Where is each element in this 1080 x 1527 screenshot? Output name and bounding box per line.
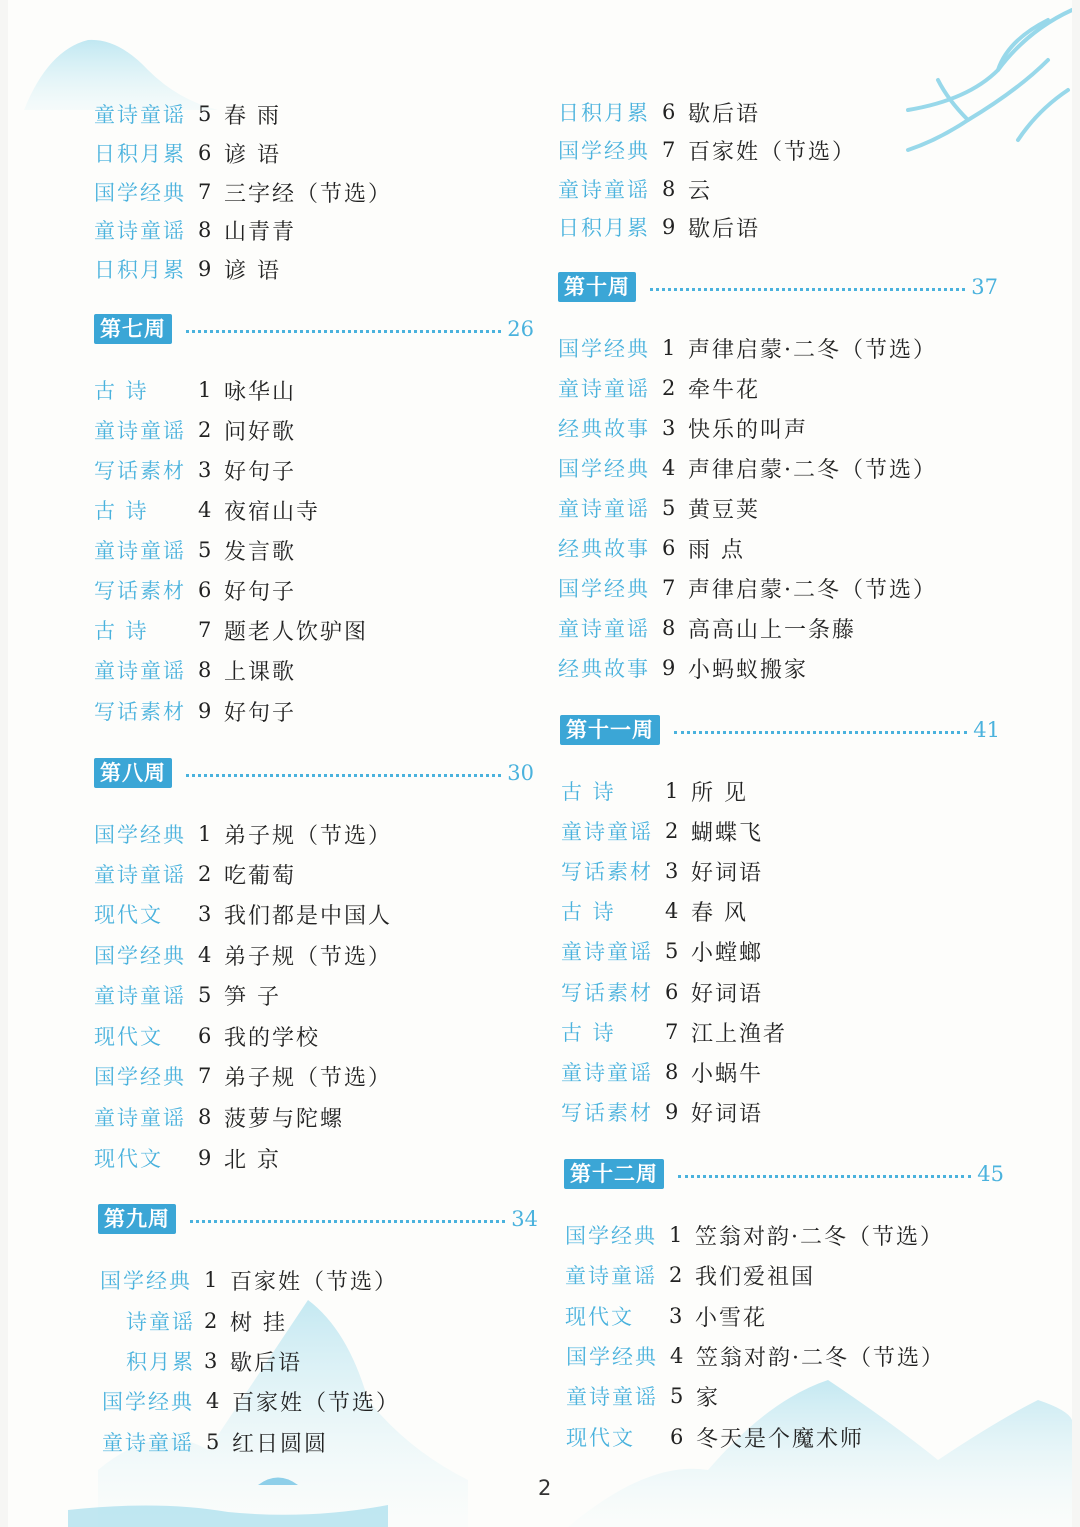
list-item[interactable] — [561, 894, 748, 928]
entry-title: 雨 点 — [688, 537, 745, 563]
entry-category: 国学经典 — [558, 337, 650, 361]
entry-number: 3 — [665, 859, 679, 883]
entry-number: 2 — [665, 819, 679, 843]
entry-category: 日积月累 — [558, 216, 650, 240]
list-item[interactable] — [558, 331, 937, 365]
entry-category: 国学经典 — [94, 1065, 186, 1089]
entry-category: 古 诗 — [561, 1021, 616, 1045]
list-item[interactable] — [561, 1095, 763, 1129]
entry-number: 7 — [198, 1064, 212, 1088]
list-item[interactable] — [94, 857, 296, 891]
list-item[interactable] — [566, 1339, 945, 1373]
entry-number: 8 — [198, 1105, 212, 1129]
entry-title: 快乐的叫声 — [688, 417, 809, 443]
entry-category: 童诗童谣 — [558, 178, 650, 202]
list-item[interactable] — [94, 213, 296, 247]
entry-title: 笠翁对韵·二冬（节选） — [695, 1224, 944, 1250]
entry-number: 8 — [198, 218, 212, 242]
entry-title: 上课歌 — [224, 659, 297, 685]
entry-number: 9 — [198, 257, 212, 281]
entry-category: 童诗童谣 — [94, 659, 186, 683]
entry-number: 6 — [665, 980, 679, 1004]
list-item[interactable] — [94, 373, 296, 407]
entry-title: 百家姓（节选） — [688, 139, 857, 165]
page — [8, 0, 1072, 1527]
list-item[interactable] — [561, 1055, 763, 1089]
list-item[interactable] — [558, 95, 760, 129]
entry-title: 谚 语 — [224, 258, 281, 284]
entry-title: 弟子规（节选） — [224, 1065, 393, 1091]
entry-category: 写话素材 — [94, 700, 186, 724]
list-item[interactable] — [561, 934, 763, 968]
entry-category: 童诗童谣 — [94, 419, 186, 443]
entry-category: 国学经典 — [558, 577, 650, 601]
entry-title: 好词语 — [691, 981, 764, 1007]
week-header[interactable] — [560, 713, 1000, 747]
list-item[interactable] — [94, 653, 296, 687]
entry-title: 春 风 — [691, 900, 748, 926]
entry-title: 歇后语 — [230, 1350, 303, 1376]
week-badge: 第七周 — [94, 314, 172, 344]
entry-title: 百家姓（节选） — [230, 1269, 399, 1295]
list-item[interactable] — [94, 694, 296, 728]
entry-category: 诗童谣 — [126, 1310, 195, 1334]
entry-number: 5 — [198, 538, 212, 562]
list-item[interactable] — [94, 938, 392, 972]
entry-title: 谚 语 — [224, 142, 281, 168]
entry-number: 5 — [665, 939, 679, 963]
entry-title: 三字经（节选） — [224, 181, 393, 207]
entry-number: 6 — [670, 1425, 684, 1449]
list-item[interactable] — [94, 533, 296, 567]
entry-title: 咏华山 — [224, 379, 297, 405]
entry-number: 6 — [198, 1024, 212, 1048]
week-badge: 第八周 — [94, 758, 172, 788]
entry-number: 1 — [669, 1223, 683, 1247]
entry-category: 古 诗 — [94, 619, 149, 643]
entry-title: 江上渔者 — [691, 1021, 788, 1047]
entry-category: 国学经典 — [566, 1345, 658, 1369]
list-item[interactable] — [94, 453, 296, 487]
entry-title: 好词语 — [691, 860, 764, 886]
list-item[interactable] — [94, 175, 392, 209]
entry-title: 好句子 — [224, 579, 297, 605]
entry-number: 7 — [662, 576, 676, 600]
dot-leader — [650, 288, 965, 291]
entry-category: 童诗童谣 — [94, 984, 186, 1008]
entry-category: 童诗童谣 — [94, 1106, 186, 1130]
week-page-number: 41 — [973, 718, 1000, 742]
entry-number: 5 — [206, 1430, 220, 1454]
entry-number: 7 — [662, 138, 676, 162]
list-item[interactable] — [558, 491, 760, 525]
entry-title: 菠萝与陀螺 — [224, 1106, 345, 1132]
entry-title: 树 挂 — [230, 1310, 287, 1336]
list-item[interactable] — [94, 897, 392, 931]
entry-category: 经典故事 — [558, 537, 650, 561]
week-badge: 第十一周 — [560, 715, 660, 745]
entry-category: 国学经典 — [94, 944, 186, 968]
list-item[interactable] — [558, 133, 856, 167]
entry-category: 国学经典 — [558, 457, 650, 481]
entry-category: 古 诗 — [561, 900, 616, 924]
entry-number: 2 — [662, 376, 676, 400]
entry-category: 童诗童谣 — [102, 1431, 194, 1455]
entry-category: 童诗童谣 — [558, 497, 650, 521]
entry-category: 国学经典 — [558, 139, 650, 163]
entry-number: 4 — [665, 899, 679, 923]
dot-leader — [186, 774, 501, 777]
list-item[interactable] — [565, 1218, 944, 1252]
week-page-number: 30 — [507, 761, 534, 785]
entry-category: 童诗童谣 — [566, 1385, 658, 1409]
entry-number: 9 — [662, 656, 676, 680]
entry-category: 国学经典 — [102, 1390, 194, 1414]
list-item[interactable] — [561, 975, 763, 1009]
entry-title: 声律启蒙·二冬（节选） — [688, 457, 937, 483]
entry-title: 吃葡萄 — [224, 863, 297, 889]
entry-number: 3 — [669, 1304, 683, 1328]
list-item[interactable] — [94, 136, 281, 170]
week-badge: 第九周 — [98, 1204, 176, 1234]
entry-title: 好句子 — [224, 700, 297, 726]
entry-category: 童诗童谣 — [94, 539, 186, 563]
entry-category: 现代文 — [94, 1147, 163, 1171]
list-item[interactable] — [94, 252, 281, 286]
list-item[interactable] — [94, 613, 368, 647]
entry-number: 9 — [198, 1146, 212, 1170]
entry-number: 8 — [662, 616, 676, 640]
entry-category: 国学经典 — [100, 1269, 192, 1293]
list-item[interactable] — [561, 854, 763, 888]
entry-title: 山青青 — [224, 219, 297, 245]
entry-title: 北 京 — [224, 1147, 281, 1173]
entry-title: 歇后语 — [688, 101, 761, 127]
entry-title: 红日圆圆 — [232, 1431, 329, 1457]
dot-leader — [186, 330, 501, 333]
week-header[interactable] — [94, 312, 534, 346]
entry-number: 5 — [662, 496, 676, 520]
list-item[interactable] — [561, 774, 748, 808]
entry-number: 4 — [206, 1389, 220, 1413]
entry-category: 国学经典 — [565, 1224, 657, 1248]
list-item[interactable] — [558, 411, 808, 445]
week-header[interactable] — [94, 756, 534, 790]
entry-category: 国学经典 — [94, 181, 186, 205]
entry-category: 积月累 — [126, 1350, 195, 1374]
entry-title: 家 — [696, 1385, 721, 1411]
entry-category: 日积月累 — [94, 142, 186, 166]
entry-title: 题老人饮驴图 — [224, 619, 369, 645]
entry-number: 4 — [198, 943, 212, 967]
week-page-number: 45 — [977, 1162, 1004, 1186]
entry-category: 童诗童谣 — [558, 617, 650, 641]
entry-title: 发言歌 — [224, 539, 297, 565]
list-item[interactable] — [94, 817, 392, 851]
entry-number: 7 — [665, 1020, 679, 1044]
week-page-number: 37 — [971, 275, 998, 299]
entry-category: 童诗童谣 — [565, 1264, 657, 1288]
entry-category: 现代文 — [94, 903, 163, 927]
entry-number: 1 — [665, 779, 679, 803]
entry-title: 小蚂蚁搬家 — [688, 657, 809, 683]
entry-category: 童诗童谣 — [94, 103, 186, 127]
entry-category: 古 诗 — [94, 499, 149, 523]
entry-category: 童诗童谣 — [561, 1061, 653, 1085]
entry-category: 国学经典 — [94, 823, 186, 847]
entry-title: 笠翁对韵·二冬（节选） — [696, 1345, 945, 1371]
entry-number: 5 — [198, 983, 212, 1007]
list-item[interactable] — [102, 1384, 400, 1418]
entry-number: 3 — [662, 416, 676, 440]
entry-category: 写话素材 — [94, 579, 186, 603]
list-item[interactable] — [558, 571, 937, 605]
list-item[interactable] — [100, 1344, 302, 1378]
entry-title: 歇后语 — [688, 216, 761, 242]
week-header[interactable] — [98, 1202, 538, 1236]
list-item[interactable] — [565, 1299, 767, 1333]
entry-number: 4 — [670, 1344, 684, 1368]
entry-number: 9 — [198, 699, 212, 723]
entry-category: 日积月累 — [558, 101, 650, 125]
entry-number: 2 — [198, 418, 212, 442]
list-item[interactable] — [94, 97, 281, 131]
entry-title: 高高山上一条藤 — [688, 617, 857, 643]
entry-title: 小螳螂 — [691, 940, 764, 966]
entry-category: 写话素材 — [94, 459, 186, 483]
entry-number: 8 — [662, 177, 676, 201]
week-page-number: 34 — [511, 1207, 538, 1231]
entry-title: 小雪花 — [695, 1305, 768, 1331]
entry-category: 写话素材 — [561, 981, 653, 1005]
entry-number: 1 — [662, 336, 676, 360]
list-item[interactable] — [558, 451, 937, 485]
entry-number: 9 — [662, 215, 676, 239]
entry-number: 3 — [198, 902, 212, 926]
entry-number: 1 — [198, 822, 212, 846]
entry-number: 5 — [198, 102, 212, 126]
entry-number: 8 — [198, 658, 212, 682]
entry-title: 弟子规（节选） — [224, 944, 393, 970]
list-item[interactable] — [561, 814, 763, 848]
entry-category: 童诗童谣 — [94, 219, 186, 243]
list-item[interactable] — [94, 1059, 392, 1093]
list-item[interactable] — [94, 413, 296, 447]
entry-number: 9 — [665, 1100, 679, 1124]
entry-number: 6 — [662, 536, 676, 560]
entry-title: 冬天是个魔术师 — [696, 1426, 865, 1452]
list-item[interactable] — [94, 1141, 281, 1175]
entry-title: 夜宿山寺 — [224, 499, 321, 525]
entry-category: 写话素材 — [561, 1101, 653, 1125]
entry-title: 云 — [688, 178, 713, 204]
list-item[interactable] — [558, 611, 856, 645]
entry-category: 古 诗 — [94, 379, 149, 403]
entry-category: 写话素材 — [561, 860, 653, 884]
list-item[interactable] — [94, 1100, 344, 1134]
entry-number: 4 — [198, 498, 212, 522]
list-item[interactable] — [100, 1304, 287, 1338]
entry-number: 1 — [204, 1268, 218, 1292]
list-item[interactable] — [566, 1379, 720, 1413]
week-header[interactable] — [564, 1157, 1004, 1191]
entry-number: 1 — [198, 378, 212, 402]
entry-number: 6 — [198, 141, 212, 165]
entry-title: 牵牛花 — [688, 377, 761, 403]
entry-category: 童诗童谣 — [561, 940, 653, 964]
list-item[interactable] — [94, 978, 281, 1012]
list-item[interactable] — [565, 1258, 815, 1292]
entry-title: 笋 子 — [224, 984, 281, 1010]
entry-title: 黄豆荚 — [688, 497, 761, 523]
list-item[interactable] — [558, 172, 712, 206]
dot-leader — [674, 731, 967, 734]
entry-category: 现代文 — [566, 1426, 635, 1450]
entry-title: 春 雨 — [224, 103, 281, 129]
entry-title: 小蜗牛 — [691, 1061, 764, 1087]
list-item[interactable] — [558, 210, 760, 244]
entry-title: 声律启蒙·二冬（节选） — [688, 577, 937, 603]
entry-category: 童诗童谣 — [561, 820, 653, 844]
entry-category: 日积月累 — [94, 258, 186, 282]
entry-title: 声律启蒙·二冬（节选） — [688, 337, 937, 363]
entry-number: 6 — [662, 100, 676, 124]
entry-category: 童诗童谣 — [558, 377, 650, 401]
entry-title: 我们爱祖国 — [695, 1264, 816, 1290]
entry-title: 蝴蝶飞 — [691, 820, 764, 846]
entry-category: 经典故事 — [558, 657, 650, 681]
entry-number: 6 — [198, 578, 212, 602]
entry-title: 好词语 — [691, 1101, 764, 1127]
entry-category: 童诗童谣 — [94, 863, 186, 887]
entry-number: 3 — [204, 1349, 218, 1373]
list-item[interactable] — [566, 1420, 864, 1454]
entry-title: 弟子规（节选） — [224, 823, 393, 849]
entry-number: 4 — [662, 456, 676, 480]
entry-number: 2 — [198, 862, 212, 886]
list-item[interactable] — [100, 1263, 398, 1297]
entry-number: 3 — [198, 458, 212, 482]
list-item[interactable] — [94, 493, 320, 527]
entry-title: 好句子 — [224, 459, 297, 485]
list-item[interactable] — [558, 371, 760, 405]
entry-title: 我们都是中国人 — [224, 903, 393, 929]
dot-leader — [190, 1220, 505, 1223]
week-badge: 第十周 — [558, 272, 636, 302]
entry-category: 现代文 — [565, 1305, 634, 1329]
list-item[interactable] — [558, 531, 745, 565]
entry-number: 5 — [670, 1384, 684, 1408]
entry-title: 问好歌 — [224, 419, 297, 445]
entry-title: 所 见 — [691, 780, 748, 806]
list-item[interactable] — [102, 1425, 328, 1459]
week-header[interactable] — [558, 270, 998, 304]
entry-number: 2 — [669, 1263, 683, 1287]
entry-category: 古 诗 — [561, 780, 616, 804]
list-item[interactable] — [558, 651, 808, 685]
page-number: 2 — [538, 1476, 552, 1500]
list-item[interactable] — [94, 1019, 320, 1053]
week-badge: 第十二周 — [564, 1159, 664, 1189]
list-item[interactable] — [94, 573, 296, 607]
entry-title: 百家姓（节选） — [232, 1390, 401, 1416]
week-page-number: 26 — [507, 317, 534, 341]
entry-number: 7 — [198, 618, 212, 642]
entry-category: 经典故事 — [558, 417, 650, 441]
entry-number: 7 — [198, 180, 212, 204]
entry-number: 8 — [665, 1060, 679, 1084]
list-item[interactable] — [561, 1015, 787, 1049]
entry-category: 现代文 — [94, 1025, 163, 1049]
entry-number: 2 — [204, 1309, 218, 1333]
dot-leader — [678, 1175, 971, 1178]
entry-title: 我的学校 — [224, 1025, 321, 1051]
